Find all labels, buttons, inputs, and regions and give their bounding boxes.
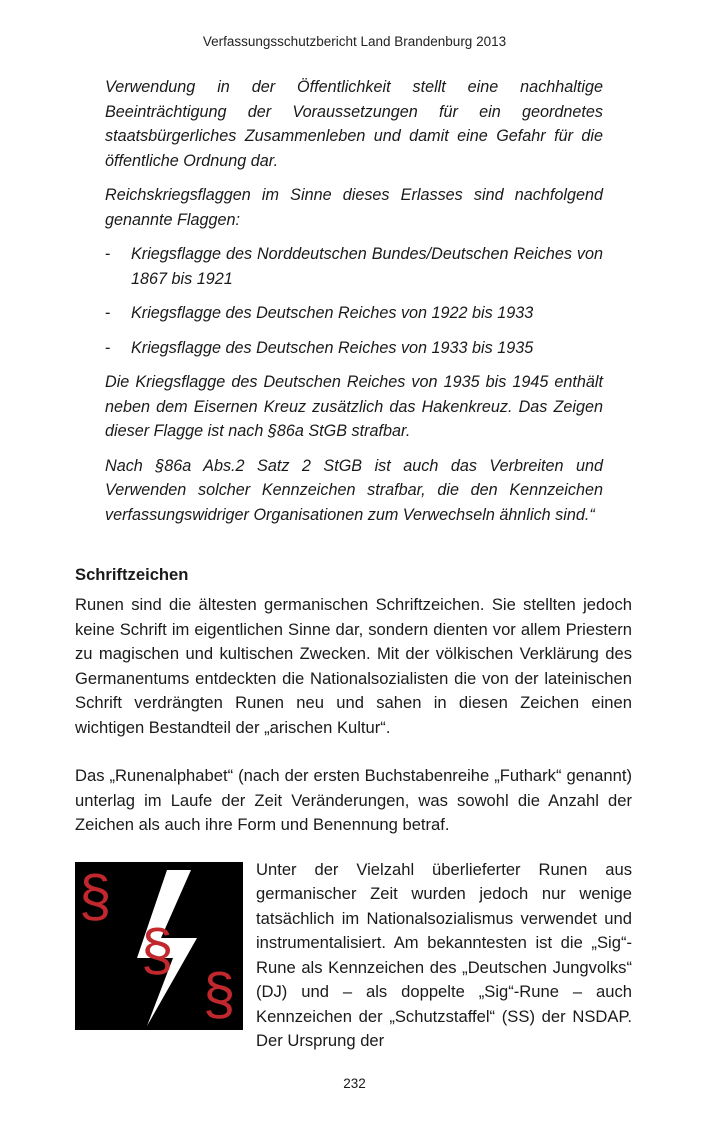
paragraph-symbol: §: [79, 863, 112, 929]
quote-paragraph-3: Die Kriegsflagge des Deutschen Reiches von 1935 bis 1945 enthält neben dem Eisernen Kreuz zusätzlich das Hakenkreuz. Das Zeigen dieser Flagge ist nach §86a StGB strafbar.: [105, 373, 603, 440]
page-header: Verfassungsschutzbericht Land Brandenburg 2013: [202, 34, 507, 49]
section-paragraph-3: Unter der Vielzahl überlieferter Runen aus germanischer Zeit wurden jedoch nur wenige tatsächlich im Nationalsozialismus verwendet und instrumentalisiert. Am bekanntesten ist die „Sig“-Rune als Kennzeichen des „Deutschen Jungvolks“ (DJ) und – als doppelte „Sig“-Rune – auch Kennzeichen der „Schutzstaffel“ (SS) der NSDAP. Der Ursprung der: [256, 859, 632, 1050]
quote-paragraph-1: Verwendung in der Öffentlichkeit stellt eine nachhaltige Beeinträchtigung der Voraussetzungen für ein geordnetes staatsbürgerliches Zusammenleben und damit eine Gefahr für die öffentliche Ordnung dar.: [105, 78, 603, 170]
figure-with-text: [75, 858, 632, 1054]
page-number: 232: [343, 1076, 366, 1091]
quoted-decree: [105, 75, 603, 537]
list-item: - Kriegsflagge des Norddeutschen Bundes/Deutschen Reiches von 1867 bis 1921: [105, 242, 603, 291]
list-item: - Kriegsflagge des Deutschen Reiches von 1933 bis 1935: [105, 336, 603, 361]
main-section: [75, 563, 632, 1054]
section-heading: Schriftzeichen: [75, 565, 189, 584]
paragraph-symbol: §: [203, 961, 236, 1027]
paragraph-symbol: §: [141, 917, 174, 983]
dash-marker: -: [105, 338, 111, 357]
quote-paragraph-4: Nach §86a Abs.2 Satz 2 StGB ist auch das Verbreiten und Verwenden solcher Kennzeichen strafbar, die den Kennzeichen verfassungswidriger Organisationen zum Verwechseln ähnlich sind.“: [105, 456, 603, 524]
sig-rune-paragraph-icon: [75, 862, 243, 1030]
flag-list: [105, 242, 603, 360]
section-paragraph-1: Runen sind die ältesten germanischen Schriftzeichen. Sie stellten jedoch keine Schrift im eigentlichen Sinne dar, sondern dienten vor allem Priestern zu magischen und kultischen Zwecken. Mit der völkischen Verklärung des Germanentums entdeckten die Nationalsozialisten die von der lateinischen Schrift verdrängten Runen neu und sahen in diesen Zeichen einen wichtigen Bestandteil der „arischen Kultur“.: [75, 595, 632, 737]
quote-paragraph-2: Reichskriegsflaggen im Sinne dieses Erlasses sind nachfolgend genannte Flaggen:: [105, 186, 603, 229]
section-paragraph-2: Das „Runenalphabet“ (nach der ersten Buchstabenreihe „Futhark“ genannt) unterlag im Laufe der Zeit Veränderungen, was sowohl die Anzahl der Zeichen als auch ihre Form und Benennung betraf.: [75, 766, 632, 834]
list-item: - Kriegsflagge des Deutschen Reiches von 1922 bis 1933: [105, 301, 603, 326]
dash-marker: -: [105, 245, 111, 263]
dash-marker: -: [105, 304, 111, 322]
